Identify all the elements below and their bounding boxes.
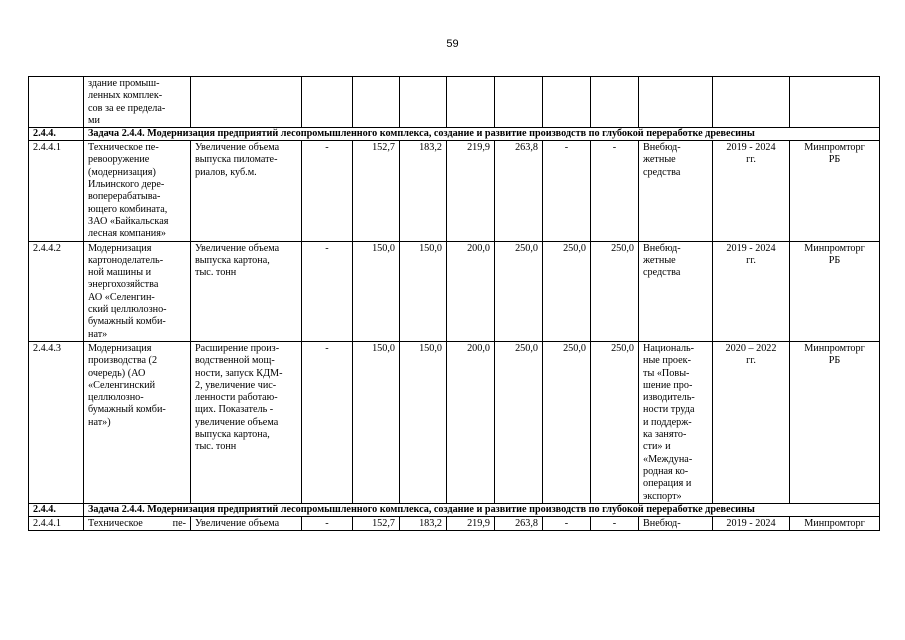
cell-base: [302, 77, 353, 128]
text-line: экспорт»: [643, 490, 682, 502]
text-line: нат»: [88, 328, 108, 340]
table-row: [29, 141, 880, 241]
cell-value: 219,9: [447, 141, 495, 241]
text-line: шение про-: [643, 379, 693, 391]
text-line: риалов, куб.м.: [195, 166, 257, 178]
cell-code: 2.4.4.2: [29, 241, 84, 341]
cell-value: 200,0: [447, 341, 495, 503]
text-line: «Междуна-: [643, 453, 693, 465]
text-line: (модернизация): [88, 166, 156, 178]
task-title: Задача 2.4.4. Модернизация предприятий лесопромышленного комплекса, создание и развитие производств по глубокой переработке древесины: [84, 503, 880, 516]
text-line: средства: [643, 267, 681, 279]
task-title: Задача 2.4.4. Модернизация предприятий лесопромышленного комплекса, создание и развитие производств по глубокой переработке древесины: [84, 128, 880, 141]
text-line: ты «Повы-: [643, 367, 690, 379]
text-line: энергохозяйства: [88, 279, 159, 291]
cell-value: 263,8: [495, 516, 543, 530]
cell-period: [713, 141, 790, 241]
text-line: гг.: [746, 254, 756, 266]
cell-value: 250,0: [543, 241, 591, 341]
text-line: сов за ее предела-: [88, 102, 166, 114]
text-line: увеличение объема: [195, 416, 279, 428]
cell-code: 2.4.4.1: [29, 516, 84, 530]
cell-value: -: [543, 516, 591, 530]
text-line: родная ко-: [643, 465, 689, 477]
task-code: 2.4.4.: [29, 128, 84, 141]
table-row-partial: [29, 516, 880, 530]
cell-value: [543, 77, 591, 128]
text-line: Внебюд-: [643, 142, 681, 154]
text-line: 2019 - 2024: [726, 242, 776, 254]
cell-value: 250,0: [495, 241, 543, 341]
text-line: Ильинского дере-: [88, 179, 165, 191]
cell-name: Техническое пе-: [84, 516, 191, 530]
cell-executor: Минпромторг: [790, 516, 880, 530]
text-line: РБ: [828, 254, 841, 266]
text-line: выпуска картона,: [195, 429, 270, 441]
text-line: бумажный комби-: [88, 316, 166, 328]
text-line: РБ: [828, 154, 841, 166]
cell-base: -: [302, 141, 353, 241]
cell-code: [29, 77, 84, 128]
cell-value: [447, 77, 495, 128]
text-line: сти» и: [643, 441, 671, 453]
cell-value: 150,0: [400, 341, 447, 503]
text-line: Минпромторг: [804, 242, 865, 254]
text-line: очередь) (АО: [88, 367, 146, 379]
cell-source: [639, 77, 713, 128]
cell-value: 152,7: [353, 141, 400, 241]
cell-indicator: Увеличение объема: [191, 516, 302, 530]
text-line: жетные: [643, 154, 676, 166]
cell-name: [84, 141, 191, 241]
text-line: ной машины и: [88, 267, 152, 279]
text-line: водственной мощ-: [195, 355, 275, 367]
text-line: щих. Показатель -: [195, 404, 274, 416]
text-line: ющего комбината,: [88, 203, 168, 215]
page-number: 59: [446, 38, 459, 50]
text-line: ности труда: [643, 404, 695, 416]
text-line: выпуска картона,: [195, 254, 270, 266]
text-line: ленности работаю-: [195, 392, 278, 404]
text-line: Расширение произ-: [195, 342, 280, 354]
cell-code: 2.4.4.1: [29, 141, 84, 241]
text-line: производства (2: [88, 355, 158, 367]
cell-source: [639, 241, 713, 341]
cell-value: [400, 77, 447, 128]
cell-indicator: [191, 241, 302, 341]
text-line: средства: [643, 166, 681, 178]
cell-value: 183,2: [400, 141, 447, 241]
cell-value: -: [543, 141, 591, 241]
text-line: Минпромторг: [804, 342, 865, 354]
cell-value: 150,0: [353, 241, 400, 341]
text-line: тыс. тонн: [195, 267, 237, 279]
text-line: здание промыш-: [88, 78, 160, 89]
text-line: изводитель-: [643, 392, 695, 404]
text-line: ка занято-: [643, 429, 687, 441]
text-line: Увеличение объема: [195, 242, 280, 254]
cell-source: [639, 141, 713, 241]
text-line: Националь-: [643, 342, 695, 354]
cell-indicator: [191, 341, 302, 503]
cell-indicator: [191, 141, 302, 241]
text-line: картоноделатель-: [88, 254, 164, 266]
text-line: АО «Селенгин-: [88, 291, 155, 303]
cell-value: 250,0: [495, 341, 543, 503]
text-line: лесная компания»: [88, 228, 167, 240]
cell-name: [84, 341, 191, 503]
cell-value: [591, 77, 639, 128]
cell-name: [84, 77, 191, 128]
text-line: Модернизация: [88, 342, 152, 354]
text-line: операция и: [643, 478, 692, 490]
text-line: выпуска пиломате-: [195, 154, 278, 166]
text-line: жетные: [643, 254, 676, 266]
cell-code: 2.4.4.3: [29, 341, 84, 503]
cell-base: -: [302, 341, 353, 503]
cell-period: 2019 - 2024: [713, 516, 790, 530]
text-line: целлюлозно-: [88, 392, 144, 404]
cell-period: [713, 77, 790, 128]
text-line: Внебюд-: [643, 242, 681, 254]
cell-value: 183,2: [400, 516, 447, 530]
cell-value: [353, 77, 400, 128]
table-row: [29, 341, 880, 503]
cell-value: -: [591, 141, 639, 241]
cell-value: 250,0: [591, 241, 639, 341]
cell-period: [713, 241, 790, 341]
text-line: ности, запуск КДМ-: [195, 367, 283, 379]
text-line: бумажный комби-: [88, 404, 166, 416]
cell-source: [639, 341, 713, 503]
task-row: [29, 503, 880, 516]
task-row: [29, 128, 880, 141]
text-line: Минпромторг: [804, 142, 865, 154]
text-line: РБ: [828, 355, 841, 367]
text-line: Увеличение объема: [195, 142, 280, 154]
cell-value: 200,0: [447, 241, 495, 341]
text-line: Техническое пе-: [88, 142, 159, 154]
cell-value: 219,9: [447, 516, 495, 530]
cell-value: 150,0: [400, 241, 447, 341]
cell-executor: [790, 141, 880, 241]
text-line: Модернизация: [88, 242, 152, 254]
cell-indicator: [191, 77, 302, 128]
text-line: ми: [88, 114, 100, 126]
cell-value: [495, 77, 543, 128]
measures-table: [28, 76, 880, 531]
text-line: ные проек-: [643, 355, 691, 367]
text-line: ревооружение: [88, 154, 150, 166]
text-line: ский целлюлозно-: [88, 304, 167, 316]
cell-value: 250,0: [543, 341, 591, 503]
cell-base: -: [302, 516, 353, 530]
table-row: [29, 241, 880, 341]
cell-base: -: [302, 241, 353, 341]
cell-value: 152,7: [353, 516, 400, 530]
cell-executor: [790, 241, 880, 341]
task-code: 2.4.4.: [29, 503, 84, 516]
cell-value: 150,0: [353, 341, 400, 503]
cell-value: 250,0: [591, 341, 639, 503]
text-line: 2, увеличение чис-: [195, 379, 277, 391]
table-row-continuation: [29, 77, 880, 128]
cell-value: -: [591, 516, 639, 530]
cell-period: [713, 341, 790, 503]
text-line: ЗАО «Байкальская: [88, 215, 169, 227]
text-line: гг.: [746, 154, 756, 166]
text-line: нат»): [88, 416, 111, 428]
cell-executor: [790, 341, 880, 503]
text-line: и поддерж-: [643, 416, 692, 428]
text-line: 2020 – 2022: [725, 342, 777, 354]
text-line: гг.: [746, 355, 756, 367]
text-line: 2019 - 2024: [726, 142, 776, 154]
cell-value: 263,8: [495, 141, 543, 241]
text-line: воперерабатыва-: [88, 191, 161, 203]
cell-source: Внебюд-: [639, 516, 713, 530]
cell-name: [84, 241, 191, 341]
cell-executor: [790, 77, 880, 128]
text-line: ленных комплек-: [88, 90, 163, 102]
text-line: «Селенгинский: [88, 379, 156, 391]
text-line: тыс. тонн: [195, 441, 237, 453]
